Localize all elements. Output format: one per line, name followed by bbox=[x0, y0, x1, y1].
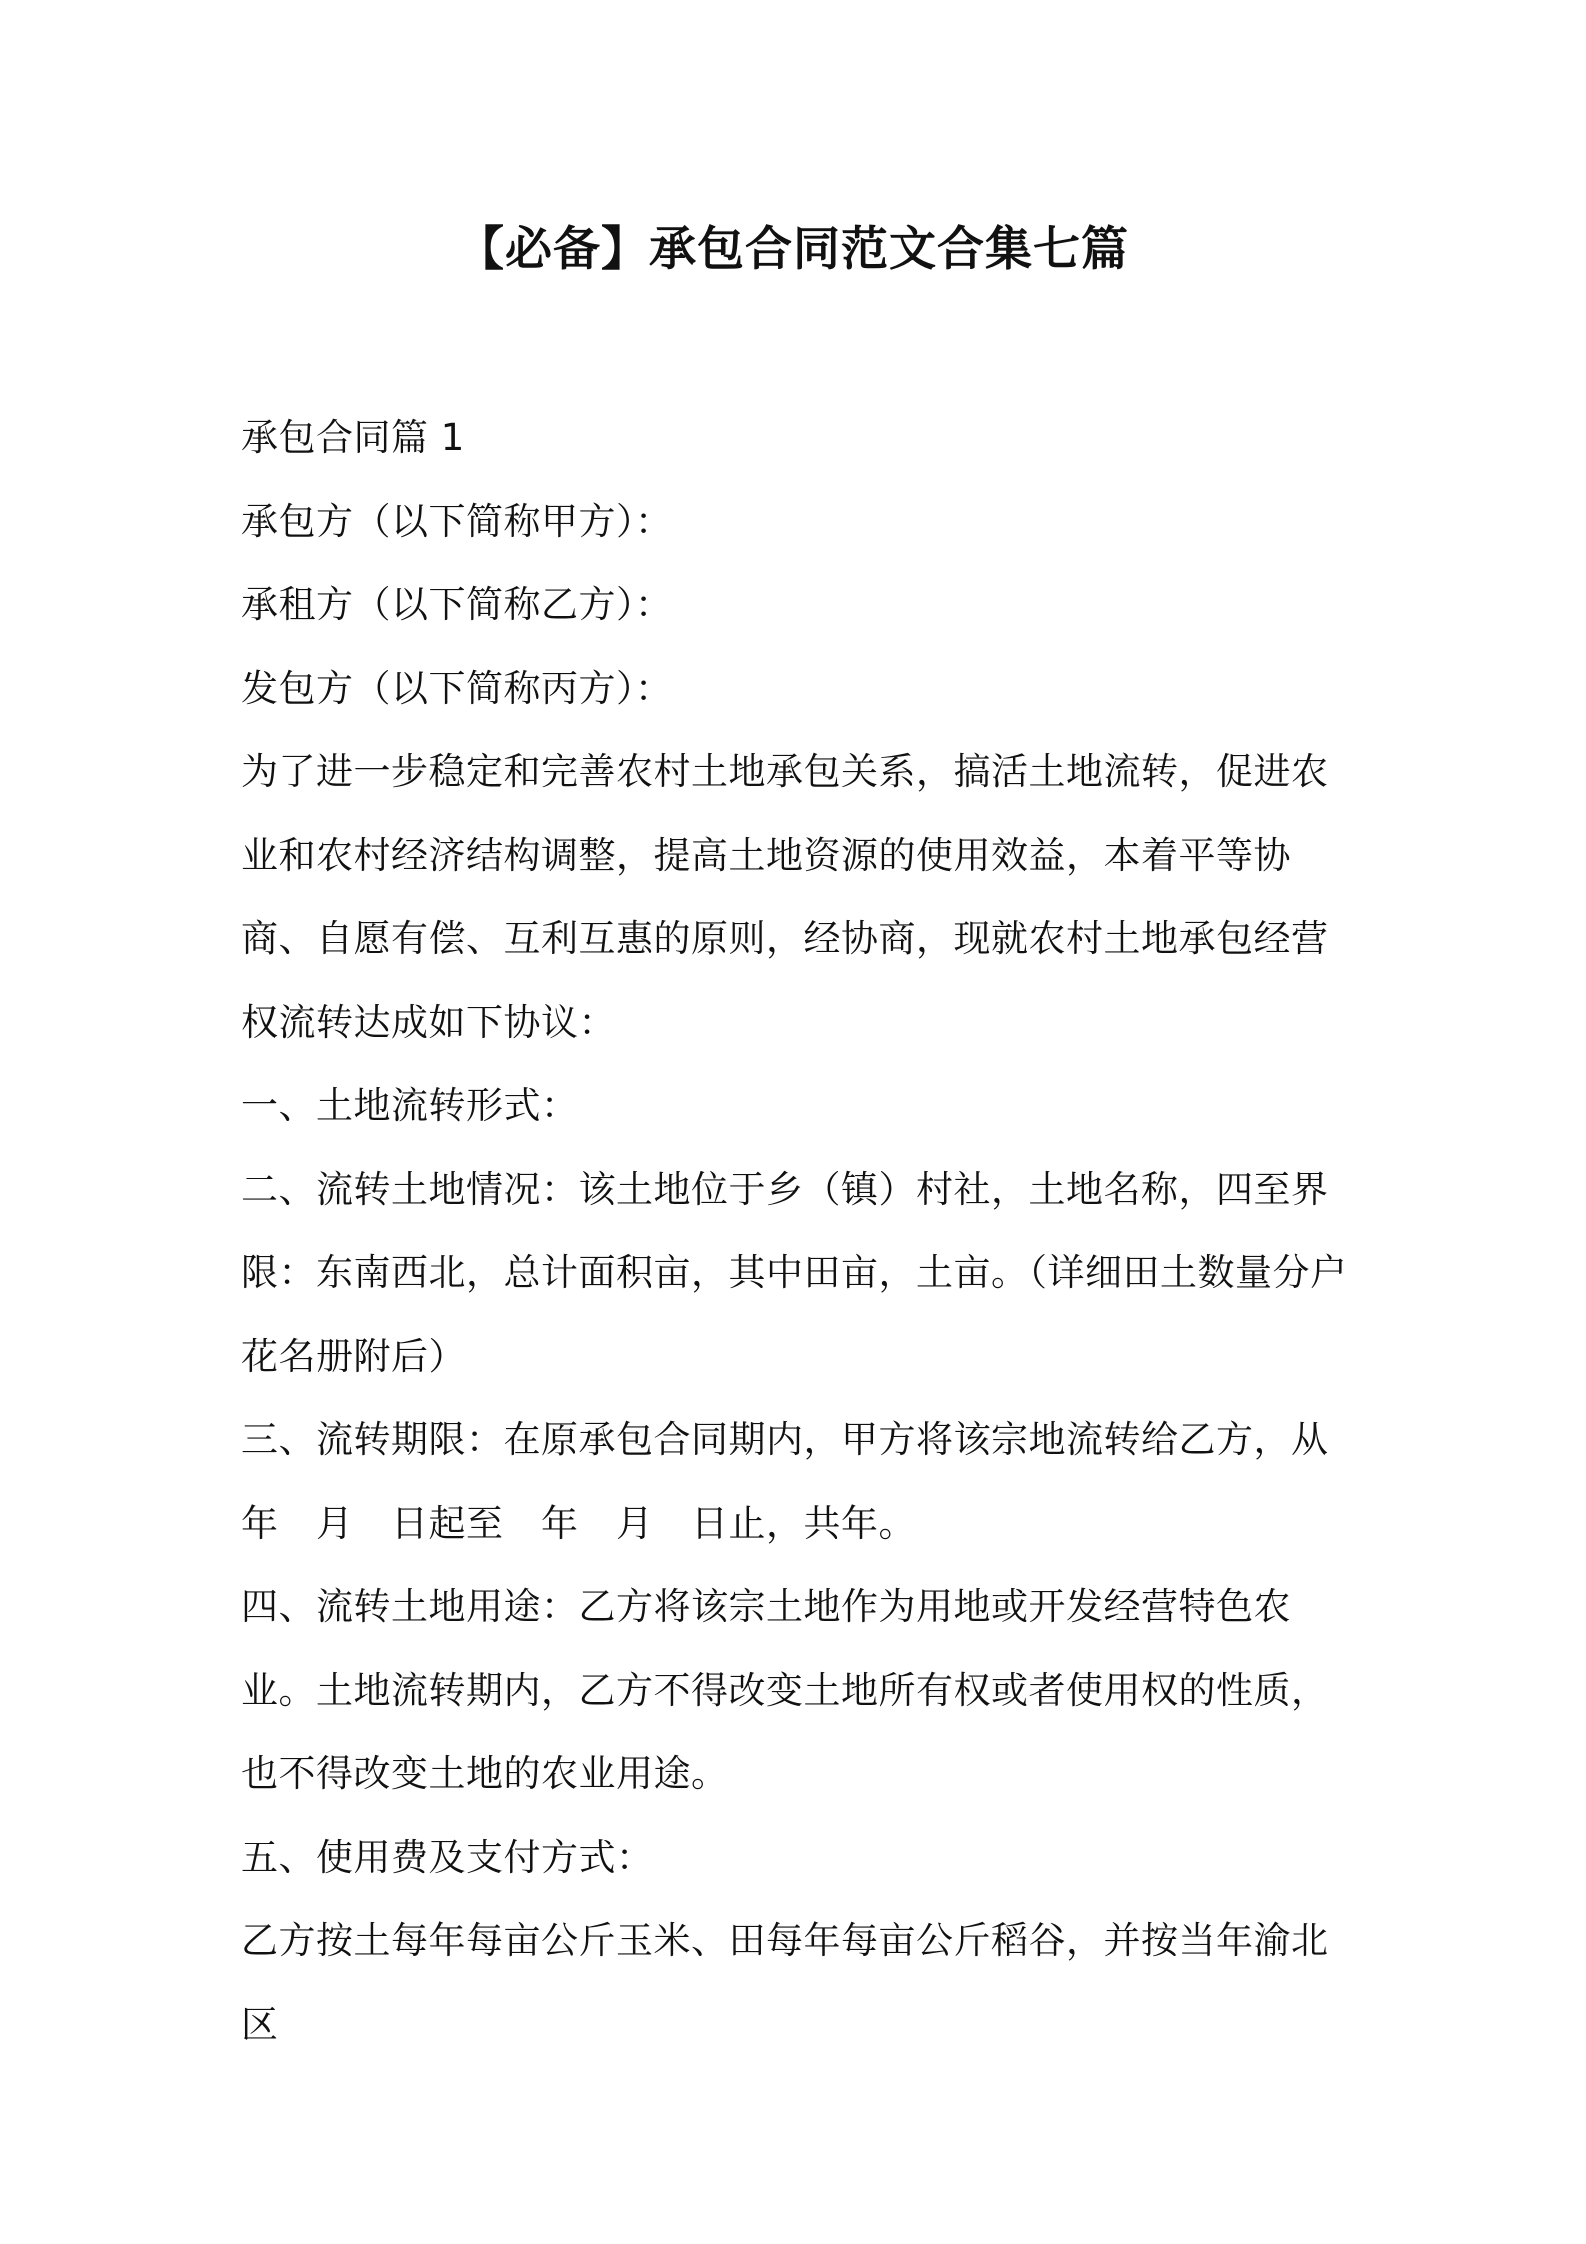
section-heading: 承包合同篇 1 bbox=[241, 416, 465, 459]
document-title: 【必备】承包合同范文合集七篇 bbox=[457, 222, 1129, 277]
party-issuer: 发包方（以下简称丙方）： bbox=[241, 666, 673, 710]
clause-3: 三、流转期限：在原承包合同期内，甲方将该宗地流转给乙方，从 年 月 日起至 年 月 日止，共年。 bbox=[241, 1418, 1366, 1545]
clause-5: 五、使用费及支付方式： bbox=[241, 1835, 654, 1879]
document-body bbox=[241, 396, 1366, 2066]
party-lessee: 承租方（以下简称乙方）： bbox=[241, 583, 673, 626]
clause-1: 一、土地流转形式： bbox=[241, 1084, 579, 1127]
clause-5-text: 乙方按土每年每亩公斤玉米、田每年每亩公斤稻谷，并按当年渝北区 bbox=[241, 1919, 1329, 2046]
party-contractor: 承包方（以下简称甲方）： bbox=[241, 499, 673, 543]
clause-4: 四、流转土地用途：乙方将该宗土地作为用地或开发经营特色农业。土地流转期内，乙方不得改变土地所有权或者使用权的性质，也不得改变土地的农业用途。 bbox=[241, 1585, 1329, 1795]
clause-2: 二、流转土地情况：该土地位于乡（镇）村社，土地名称，四至界限：东南西北，总计面积亩，其中田亩，土亩。（详细田土数量分户花名册附后） bbox=[241, 1167, 1348, 1378]
preamble-paragraph: 为了进一步稳定和完善农村土地承包关系，搞活土地流转，促进农业和农村经济结构调整，提高土地资源的使用效益，本着平等协商、自愿有偿、互利互惠的原则，经协商，现就农村土地承包经营权流转达成如下协议： bbox=[241, 750, 1329, 1044]
